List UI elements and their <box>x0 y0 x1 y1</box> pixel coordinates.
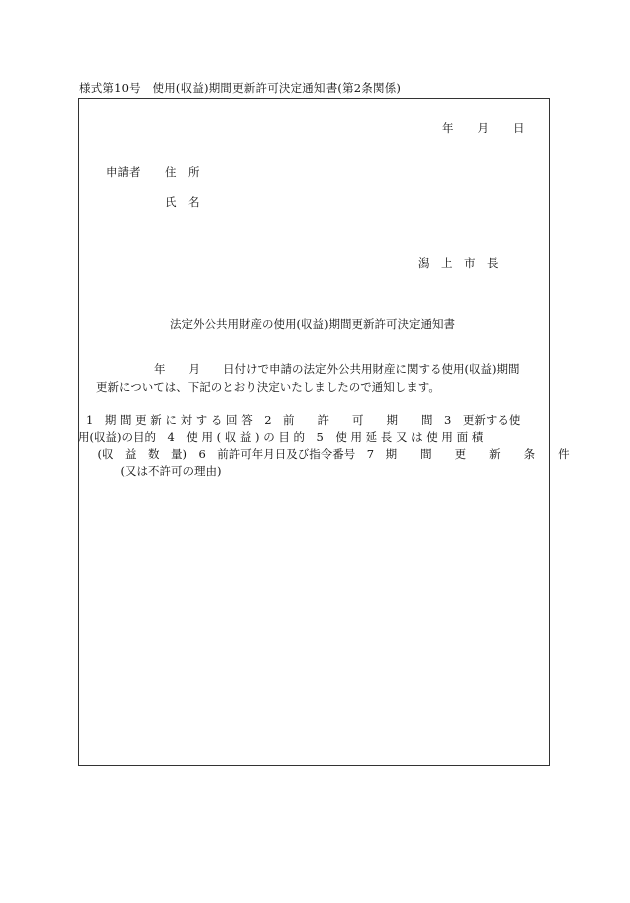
notice-body-line-2: 更新については、下記のとおり決定いたしましたので通知します。 <box>96 380 440 394</box>
items-line-4: (又は不許可の理由) <box>86 464 222 478</box>
applicant-label: 申請者 <box>106 165 141 179</box>
address-label: 住 所 <box>165 165 200 179</box>
date-month: 月 <box>477 121 489 135</box>
items-line-3: (収 益 数 量) 6 前許可年月日及び指令番号 7 期 間 更 新 条 件 <box>86 447 570 461</box>
date-line <box>442 123 525 135</box>
name-label: 氏 名 <box>165 195 200 209</box>
notice-body <box>96 360 536 396</box>
form-number-label: 様式第10号 使用(収益)期間更新許可決定通知書(第2条関係) <box>79 81 402 95</box>
date-day: 日 <box>513 121 525 135</box>
items-line-2: 用(収益)の目的 4 使 用 ( 収 益 ) の 目 的 5 使 用 延 長 又 は 使 用 面 積 <box>78 430 484 444</box>
notice-body-line-1: 年 月 日付けで申請の法定外公共用財産に関する使用(収益)期間 <box>154 362 520 376</box>
issuer-title: 潟 上 市 長 <box>418 256 499 270</box>
document-title: 法定外公共用財産の使用(収益)期間更新許可決定通知書 <box>170 317 455 331</box>
items-line-1: 1 期 間 更 新 に 対 す る 回 答 2 前 許 可 期 間 3 更新する使 <box>86 413 521 427</box>
date-year: 年 <box>442 121 454 135</box>
record-items <box>78 412 570 480</box>
